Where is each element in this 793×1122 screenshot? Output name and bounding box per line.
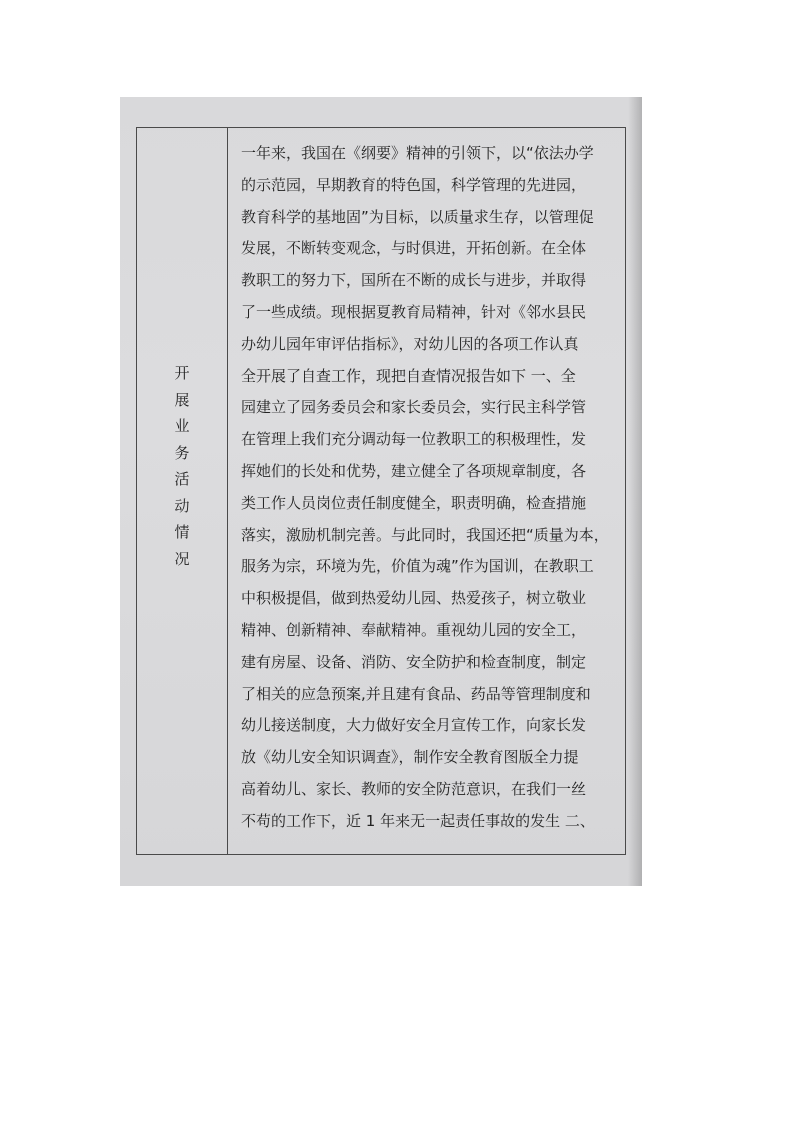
content-line-15: 中积极提倡，做到热爱幼儿园、热爱孩子，树立敬业 [241,589,587,608]
content-line-6: 了一些成绩。现根据夏教育局精神，针对《邻水县民 [241,302,587,321]
report-table [136,127,626,855]
content-line-19: 幼儿接送制度，大力做好安全月宣传工作，向家长发 [241,716,587,735]
content-line-3: 教育科学的基地固”为目标，以质量求生存，以管理促 [241,207,594,226]
content-line-2: 的示范园，早期教育的特色国，科学管理的先进园， [241,175,587,194]
content-line-1: 一年来，我国在《纲要》精神的引领下，以“依法办学 [241,144,594,162]
content-line-14: 服务为宗，环境为先，价值为魂”作为国训，在教职工 [241,557,594,576]
content-cell [241,138,621,838]
content-line-7: 办幼儿园年审评估指标》，对幼儿因的各项工作认真 [241,334,579,353]
section-label: 开展业务活动情况 [174,364,190,568]
content-line-8: 全开展了自查工作，现把自查情况报告如下 一、全 [241,366,576,385]
content-line-16: 精神、创新精神、奉献精神。重视幼儿园的安全工， [241,620,587,639]
content-line-11: 挥她们的长处和优势，建立健全了各项规章制度，各 [241,461,587,480]
content-line-13: 落实，激励机制完善。与此同时，我国还把“质量为本， [241,525,609,544]
content-line-9: 园建立了园务委员会和家长委员会，实行民主科学管 [241,398,587,417]
label-cell [137,128,227,854]
content-line-5: 教职工的努力下，国所在不断的成长与进步，并取得 [241,271,587,290]
content-line-18: 了相关的应急预案,并且建有食品、药品等管理制度和 [241,684,591,703]
column-divider [227,128,228,854]
content-line-17: 建有房屋、设备、消防、安全防护和检查制度，制定 [241,652,587,671]
content-line-20: 放《幼儿安全知识调查》，制作安全教育图版全力提 [241,748,579,767]
content-line-4: 发展，不断转变观念，与时俱进，开拓创新。在全体 [241,239,587,258]
content-line-21: 高着幼儿、家长、教师的安全防范意识，在我们一丝 [241,779,587,798]
content-line-12: 类工作人员岗位责任制度健全，职责明确，检查措施 [241,493,587,512]
content-line-22: 不苟的工作下，近 1 年来无一起责任事故的发生 二、 [241,811,595,830]
content-line-10: 在管理上我们充分调动每一位教职工的积极理性，发 [241,430,587,449]
document-photo [120,97,642,886]
